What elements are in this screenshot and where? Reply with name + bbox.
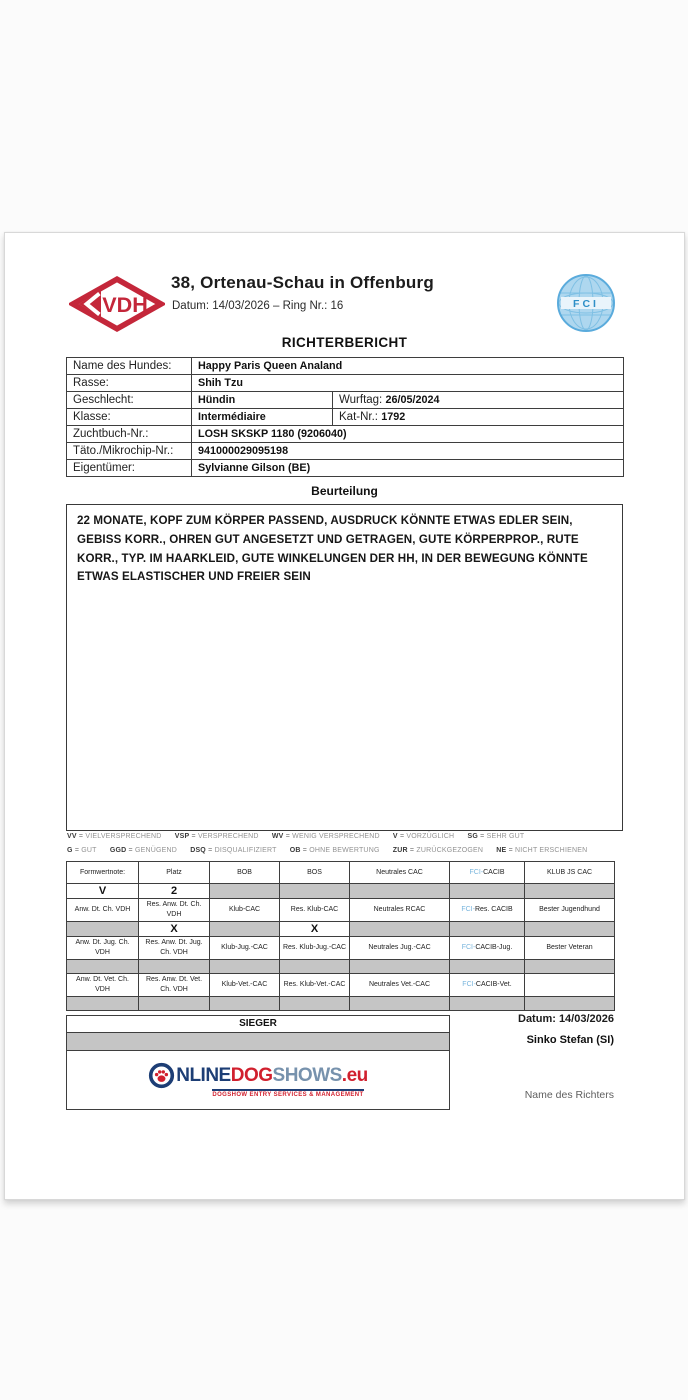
svg-text:FCI: FCI: [573, 298, 599, 310]
brand-tagline: DOGSHOW ENTRY SERVICES & MANAGEMENT: [212, 1089, 363, 1098]
grading-empty-cell: [525, 922, 615, 937]
col-res-klub-vet-cac: Res. Klub-Vet.-CAC: [280, 974, 350, 997]
col-fci-cacib-vet: FCI-CACIB-Vet.: [450, 974, 525, 997]
col-neutrales-vet-cac: Neutrales Vet.-CAC: [350, 974, 450, 997]
col-res-anw-dt-jug-ch-vdh: Res. Anw. Dt. Jug. Ch. VDH: [139, 937, 210, 960]
table-row: [67, 460, 624, 477]
col-anw-dt-vet-ch-vdh: Anw. Dt. Vet. Ch. VDH: [67, 974, 139, 997]
fci-logo-icon: [556, 273, 616, 333]
table-row: [67, 409, 624, 426]
brand-part-online: NLINE: [176, 1064, 231, 1086]
grading-empty-cell: [67, 922, 139, 937]
col-formwertnote: Formwertnote:: [67, 862, 139, 884]
table-row: [67, 358, 624, 375]
grading-header-row: [67, 937, 615, 960]
col-bester-jugendhund: Bester Jugendhund: [525, 899, 615, 922]
grading-empty-cell: [350, 960, 450, 974]
grading-empty-cell: [350, 884, 450, 899]
evaluation-text-box: [66, 504, 623, 831]
col-anw-dt-ch-vdh: Anw. Dt. Ch. VDH: [67, 899, 139, 922]
brand-logo-box: [66, 1051, 450, 1110]
col-fci-res-cacib: FCI-Res. CACIB: [450, 899, 525, 922]
brand-part-dog: DOG: [230, 1064, 273, 1086]
col-fci-cacib-jug: FCI-CACIB-Jug.: [450, 937, 525, 960]
col-res-klub-cac: Res. Klub-CAC: [280, 899, 350, 922]
report-date: Datum: 14/03/2026: [518, 1013, 614, 1025]
info-label: Klasse:: [67, 409, 192, 426]
info-value: Hündin: [192, 392, 333, 409]
report-title: RICHTERBERICHT: [281, 335, 408, 350]
table-row: [67, 375, 624, 392]
res-klub-cac-mark: X: [280, 922, 350, 937]
grading-empty-cell: [139, 997, 210, 1011]
info-label: Zuchtbuch-Nr.:: [67, 426, 192, 443]
res-anw-dt-ch-vdh-mark: X: [139, 922, 210, 937]
info-value: Intermédiaire: [192, 409, 333, 426]
info-label: Name des Hundes:: [67, 358, 192, 375]
col-klub-cac: Klub-CAC: [210, 899, 280, 922]
info-label: Eigentümer:: [67, 460, 192, 477]
grading-empty-cell: [67, 997, 139, 1011]
info-value: Shih Tzu: [192, 375, 624, 392]
sieger-section: [66, 1015, 450, 1110]
col-platz: Platz: [139, 862, 210, 884]
onlinedogshows-logo: [148, 1062, 368, 1098]
evaluation-text: 22 MONATE, KOPF ZUM KÖRPER PASSEND, AUSDRUCK KÖNNTE ETWAS EDLER SEIN, GEBISS KORR., OHREN GUT ANGESETZT UND GETRAGEN, GUTE KÖRPERPROP., RUTE KORR., TYP. IM HAARKLEID, GUTE WINKELUNGEN DER HH, IN DER BEWEGUNG KÖNNTE ETWAS ELASTISCHER UND FREIER SEIN: [77, 514, 588, 584]
col-neutrales-cac: Neutrales CAC: [350, 862, 450, 884]
col-bob: BOB: [210, 862, 280, 884]
grading-value-row: [67, 884, 615, 899]
grading-empty-cell: [210, 997, 280, 1011]
info-value: LOSH SKSKP 1180 (9206040): [192, 426, 624, 443]
grading-empty-cell: [210, 884, 280, 899]
evaluation-heading: Beurteilung: [311, 484, 378, 498]
grading-header-row: [67, 974, 615, 997]
grading-empty-cell: [350, 922, 450, 937]
grading-header-row: [67, 862, 615, 884]
paw-ring-icon: [148, 1062, 175, 1089]
col-neutrales-jug-cac: Neutrales Jug.-CAC: [350, 937, 450, 960]
formwertnote-value: V: [67, 884, 139, 899]
grading-empty-cell: [450, 884, 525, 899]
col-res-anw-dt-ch-vdh: Res. Anw. Dt. Ch. VDH: [139, 899, 210, 922]
grading-value-row: [67, 922, 615, 937]
judge-name: Sinko Stefan (SI): [526, 1034, 614, 1046]
col-klub-vet-cac: Klub-Vet.-CAC: [210, 974, 280, 997]
col-neutrales-rcac: Neutrales RCAC: [350, 899, 450, 922]
grading-empty-cell: [450, 960, 525, 974]
grading-empty-cell: [210, 960, 280, 974]
svg-text:VDH: VDH: [102, 292, 148, 317]
grading-empty-cell: [280, 884, 350, 899]
info-extra-value: 26/05/2024: [385, 394, 440, 406]
info-label: Täto./Mikrochip-Nr.:: [67, 443, 192, 460]
brand-part-shows: SHOWS: [272, 1064, 342, 1086]
col-fci-cacib: FCI-CACIB: [450, 862, 525, 884]
grading-empty-cell: [525, 997, 615, 1011]
grading-table: [66, 861, 615, 1011]
col-res-klub-jug-cac: Res. Klub-Jug.-CAC: [280, 937, 350, 960]
grading-empty-cell: [450, 922, 525, 937]
info-extra: [333, 409, 624, 426]
show-title: 38, Ortenau-Schau in Offenburg: [171, 273, 434, 292]
grade-legend-line-2: G = GUT GGD = GENÜGEND DSQ = DISQUALIFIZIERT OB = OHNE BEWERTUNG ZUR = ZURÜCKGEZOGEN NE = NICHT ERSCHIENEN: [67, 847, 588, 854]
info-extra: [333, 392, 624, 409]
grading-empty-cell: [210, 922, 280, 937]
grading-empty-cell: [450, 997, 525, 1011]
grading-empty-cell: [280, 997, 350, 1011]
info-label: Geschlecht:: [67, 392, 192, 409]
grading-blank-header-cell: [525, 974, 615, 997]
grading-empty-cell: [525, 884, 615, 899]
info-value: 941000029095198: [192, 443, 624, 460]
grading-empty-cell: [280, 960, 350, 974]
info-value: Sylvianne Gilson (BE): [192, 460, 624, 477]
sieger-label: SIEGER: [66, 1015, 450, 1033]
platz-value: 2: [139, 884, 210, 899]
col-bos: BOS: [280, 862, 350, 884]
judge-name-caption: Name des Richters: [524, 1089, 614, 1101]
brand-part-eu: .eu: [341, 1064, 368, 1086]
grading-header-row: [67, 899, 615, 922]
judge-report-page: [4, 232, 685, 1200]
grading-value-row: [67, 997, 615, 1011]
grading-empty-cell: [139, 960, 210, 974]
grading-empty-cell: [525, 960, 615, 974]
vdh-logo-icon: [69, 273, 165, 335]
grading-empty-cell: [350, 997, 450, 1011]
grading-value-row: [67, 960, 615, 974]
dog-info-table: [66, 357, 624, 477]
table-row: [67, 443, 624, 460]
grading-empty-cell: [67, 960, 139, 974]
sieger-empty-cell: [66, 1033, 450, 1051]
col-klub-jug-cac: Klub-Jug.-CAC: [210, 937, 280, 960]
info-value: Happy Paris Queen Analand: [192, 358, 624, 375]
table-row: [67, 392, 624, 409]
info-extra-label: Wurftag:: [339, 394, 383, 406]
col-res-anw-dt-vet-ch-vdh: Res. Anw. Dt. Vet. Ch. VDH: [139, 974, 210, 997]
col-bester-veteran: Bester Veteran: [525, 937, 615, 960]
col-klub-js-cac: KLUB JS CAC: [525, 862, 615, 884]
info-extra-value: 1792: [381, 411, 406, 423]
show-date-ring: Datum: 14/03/2026 – Ring Nr.: 16: [172, 300, 344, 312]
table-row: [67, 426, 624, 443]
info-label: Rasse:: [67, 375, 192, 392]
info-extra-label: Kat-Nr.:: [339, 411, 378, 423]
grade-legend-line-1: VV = VIELVERSPRECHEND VSP = VERSPRECHEND WV = WENIG VERSPRECHEND V = VORZÜGLICH SG = SEHR GUT: [67, 833, 525, 840]
col-anw-dt-jug-ch-vdh: Anw. Dt. Jug. Ch. VDH: [67, 937, 139, 960]
